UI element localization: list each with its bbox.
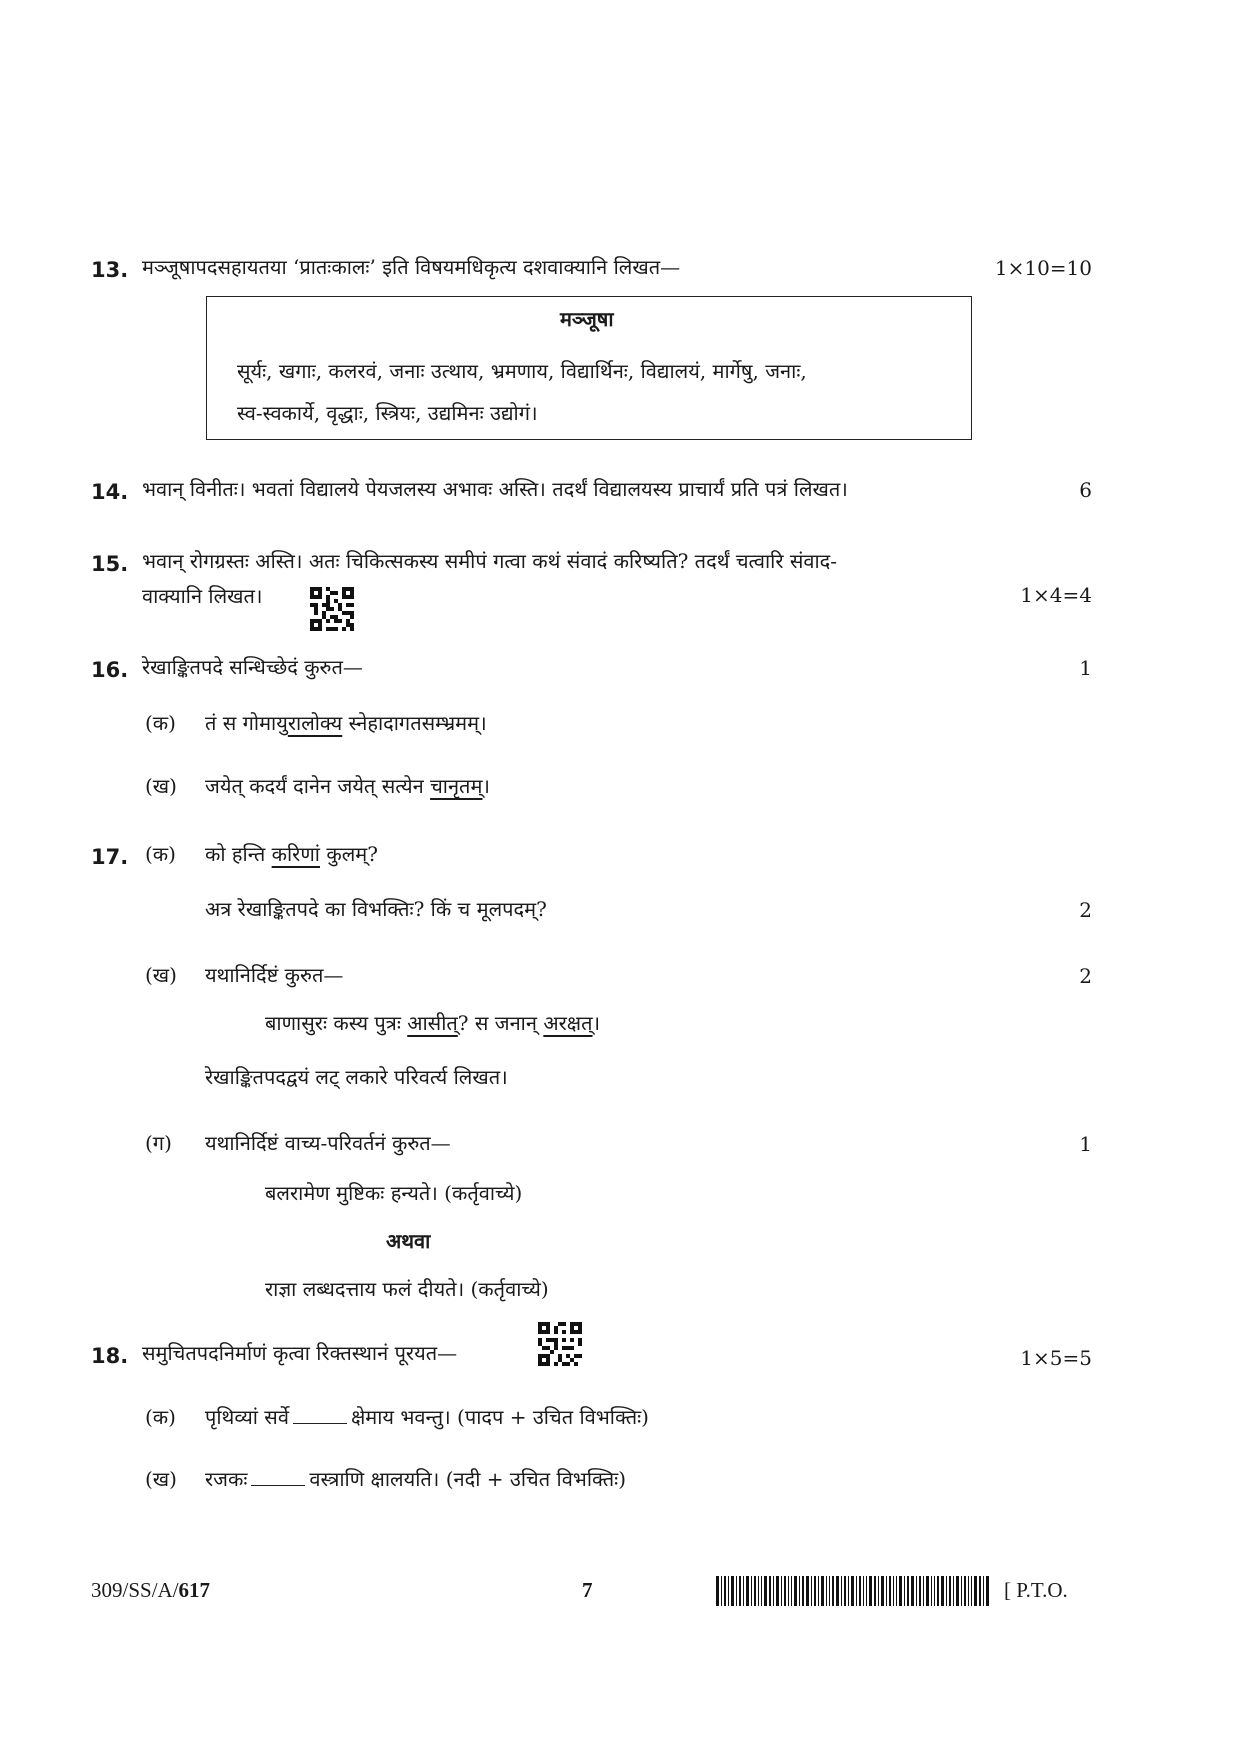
question-17c-sentence-2: राज्ञा लब्धदत्ताय फलं दीयते। (कर्तृवाच्ये) <box>265 1277 549 1301</box>
question-16a-text: तं स गोमायुरालोक्य स्नेहादागतसम्भ्रमम्। <box>205 711 487 735</box>
fill-blank <box>251 1484 305 1486</box>
word-box-line-2: स्व-स्वकार्ये, वृद्धाः, स्त्रियः, उद्यमिनः उद्योगं। <box>237 401 538 425</box>
question-number-15: 15. <box>91 552 129 576</box>
question-16b-text: जयेत् कदर्यं दानेन जयेत् सत्येन चानृतम्। <box>205 774 491 798</box>
option-label: (क) <box>145 842 176 866</box>
option-label: (ग) <box>145 1131 172 1155</box>
question-15-marks: 1×4=4 <box>1020 583 1092 607</box>
question-14-text: भवान् विनीतः। भवतां विद्यालये पेयजलस्य अभावः अस्ति। तदर्थं विद्यालयस्य प्राचार्यं प्रति पत्रं लिखत। <box>142 477 848 501</box>
question-number-18: 18. <box>91 1344 129 1368</box>
question-17a-marks: 2 <box>1079 898 1092 922</box>
paper-code: 309/SS/A/617 <box>91 1578 211 1602</box>
question-17c-marks: 1 <box>1079 1132 1092 1156</box>
barcode-icon <box>716 1576 991 1606</box>
underlined-word: रालोक्य <box>287 711 343 735</box>
question-17a-text: को हन्ति करिणां कुलम्? <box>205 842 378 866</box>
option-label: (ख) <box>145 963 177 987</box>
qr-code-icon <box>310 587 354 631</box>
question-16-text: रेखाङ्कितपदे सन्धिच्छेदं कुरुत— <box>142 655 363 679</box>
question-17a-line-2: अत्र रेखाङ्कितपदे का विभक्तिः? किं च मूलपदम्? <box>205 897 547 921</box>
question-18-text: समुचितपदनिर्माणं कृत्वा रिक्तस्थानं पूरयत— <box>142 1341 458 1365</box>
question-15-line-1: भवान् रोगग्रस्तः अस्ति। अतः चिकित्सकस्य समीपं गत्वा कथं संवादं करिष्यति? तदर्थं चत्वारि संवाद- <box>142 549 838 573</box>
question-15-line-2: वाक्यानि लिखत। <box>142 584 263 608</box>
please-turn-over: [ P.T.O. <box>1004 1578 1068 1602</box>
question-17b-marks: 2 <box>1079 964 1092 988</box>
question-number-16: 16. <box>91 658 129 682</box>
question-16-marks: 1 <box>1079 656 1092 680</box>
underlined-word: चानृतम् <box>430 774 483 798</box>
underlined-word: आसीत् <box>407 1011 458 1035</box>
question-13-text: मञ्जूषापदसहायतया ‘प्रातःकालः’ इति विषयमधिकृत्य दशवाक्यानि लिखत— <box>142 255 681 279</box>
option-label: (ख) <box>145 1467 177 1491</box>
fill-blank <box>293 1422 347 1424</box>
or-separator: अथवा <box>386 1229 431 1253</box>
question-14-marks: 6 <box>1079 478 1092 502</box>
question-number-17: 17. <box>91 845 129 869</box>
underlined-word: अरक्षत् <box>543 1011 593 1035</box>
underlined-word: करिणां <box>271 842 320 866</box>
question-number-14: 14. <box>91 480 129 504</box>
question-18b-text: रजकः वस्त्राणि क्षालयति। (नदी + उचित विभक्तिः) <box>205 1467 627 1491</box>
question-17b-sentence: बाणासुरः कस्य पुत्रः आसीत्? स जनान् अरक्षत्। <box>265 1011 601 1035</box>
option-label: (ख) <box>145 774 177 798</box>
word-box-line-1: सूर्यः, खगाः, कलरवं, जनाः उत्थाय, भ्रमणाय, विद्यार्थिनः, विद्यालयं, मार्गेषु, जनाः, <box>237 359 807 383</box>
question-18-marks: 1×5=5 <box>1020 1346 1092 1370</box>
question-17b-text: यथानिर्दिष्टं कुरुत— <box>205 963 344 987</box>
question-17c-text: यथानिर्दिष्टं वाच्य-परिवर्तनं कुरुत— <box>205 1131 451 1155</box>
question-number-13: 13. <box>91 258 129 282</box>
word-box-title: मञ्जूषा <box>560 307 614 331</box>
question-13-marks: 1×10=10 <box>994 256 1092 280</box>
option-label: (क) <box>145 711 176 735</box>
option-label: (क) <box>145 1405 176 1429</box>
page-number: 7 <box>582 1578 593 1602</box>
question-17c-sentence-1: बलरामेण मुष्टिकः हन्यते। (कर्तृवाच्ये) <box>265 1181 523 1205</box>
question-18a-text: पृथिव्यां सर्वे क्षेमाय भवन्तु। (पादप + उचित विभक्तिः) <box>205 1405 649 1429</box>
qr-code-icon <box>538 1322 582 1366</box>
question-17b-instruction: रेखाङ्कितपदद्वयं लट् लकारे परिवर्त्य लिखत। <box>205 1065 508 1089</box>
